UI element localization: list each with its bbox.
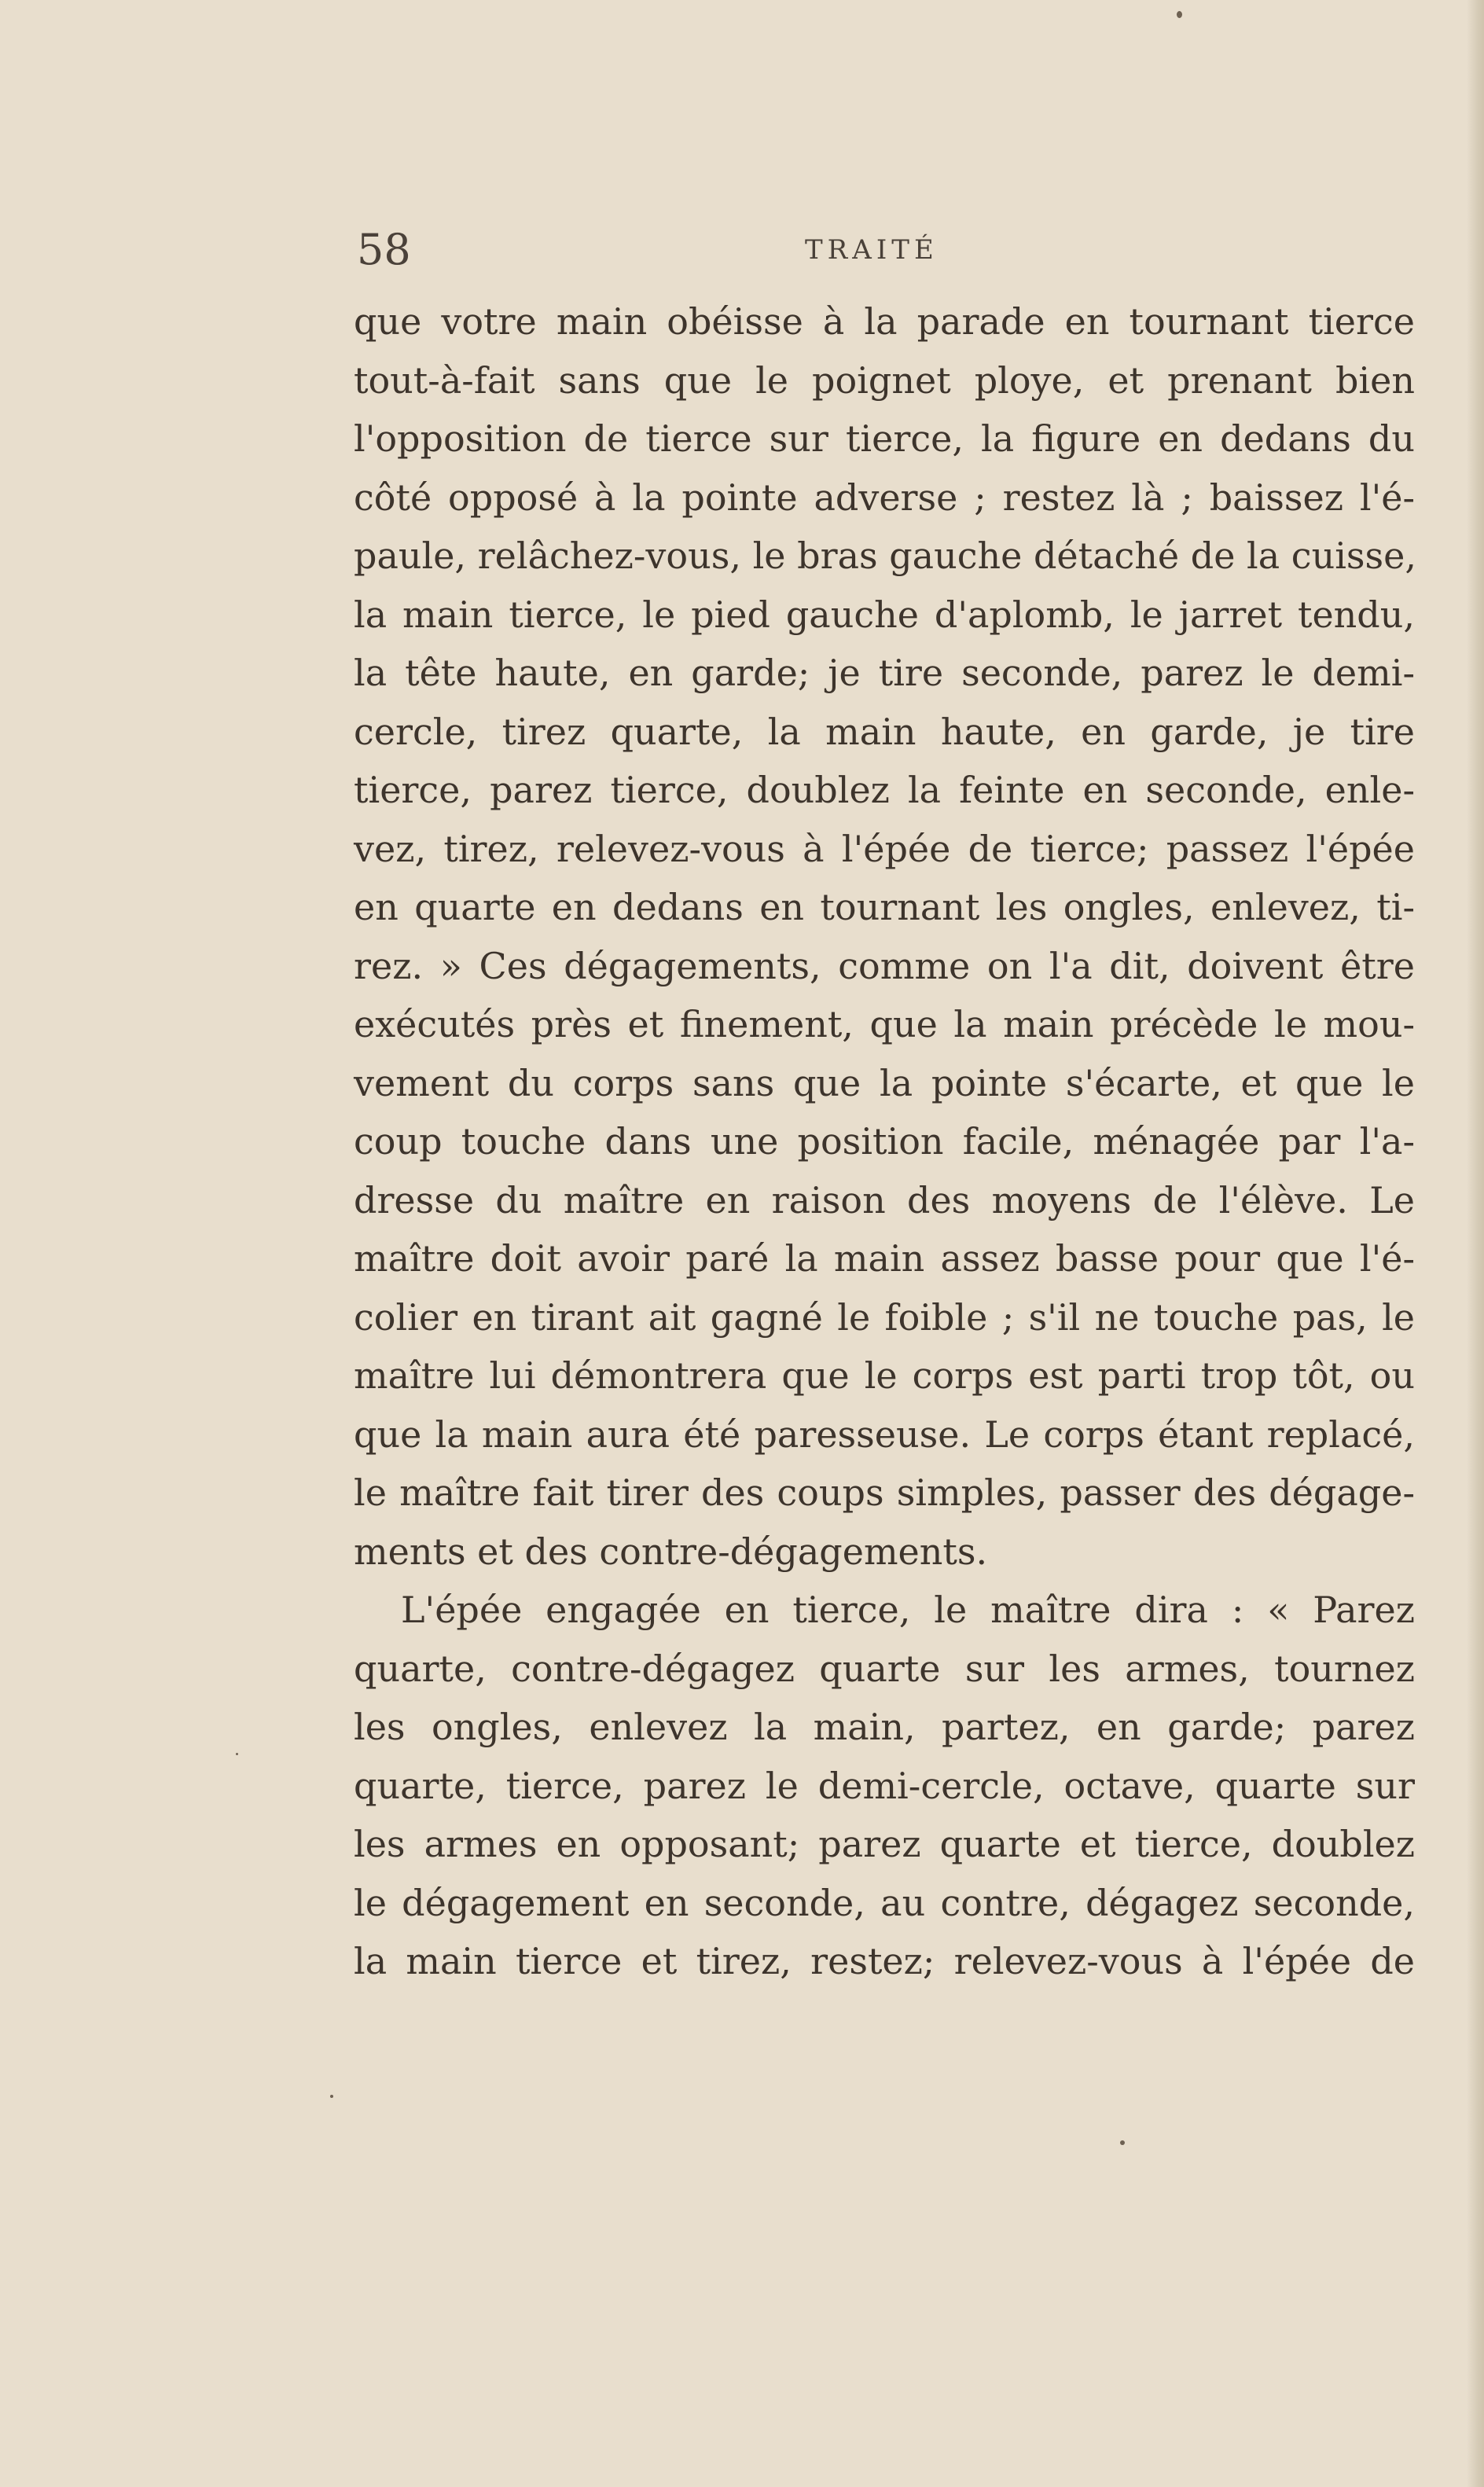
page-edge-shadow [1467,0,1484,2487]
text-line: tierce, parez tierce, doublez la feinte en seconde, enle- [354,769,1415,811]
text-line: le dégagement en seconde, au contre, dégagez seconde, [354,1881,1415,1924]
text-line: quarte, contre-dégagez quarte sur les armes, tournez [354,1647,1415,1690]
text-line: que la main aura été paresseuse. Le corps étant replacé, [354,1412,1415,1456]
text-line: le maître fait tirer des coups simples, passer des dégage- [354,1471,1415,1514]
text-line: colier en tirant ait gagné le foible ; s'il ne touche pas, le [354,1295,1415,1339]
running-head [354,222,1415,277]
text-line: la main tierce, le pied gauche d'aplomb, le jarret tendu, [354,593,1415,636]
paper-speck [330,2095,333,2098]
text-line: maître doit avoir paré la main assez basse pour que l'é- [354,1237,1415,1280]
text-line: cercle, tirez quarte, la main haute, en garde, je tire [354,710,1415,753]
text-line: maître lui démontrera que le corps est parti trop tôt, ou [354,1354,1415,1397]
text-line: que votre main obéisse à la parade en tournant tierce [354,300,1415,343]
text-line: la main tierce et tirez, restez; relevez-vous à l'épée de [354,1940,1415,1982]
text-line: vement du corps sans que la pointe s'écarte, et que le [354,1061,1415,1104]
paper-speck [1177,11,1182,18]
text-line: exécutés près et finement, que la main précède le mou- [354,1003,1415,1045]
text-line: l'opposition de tierce sur tierce, la figure en dedans du [354,417,1415,460]
paragraph-first-line: L'épée engagée en tierce, le maître dira : « Parez [401,1589,1415,1631]
page-number: 58 [357,225,411,274]
text-line: la tête haute, en garde; je tire seconde, parez le demi- [354,652,1415,694]
text-line: quarte, tierce, parez le demi-cercle, octave, quarte sur [354,1764,1415,1807]
text-line: tout-à-fait sans que le poignet ploye, et prenant bien [354,358,1415,402]
text-line: coup touche dans une position facile, ménagée par l'a- [354,1120,1415,1163]
text-line: rez. » Ces dégagements, comme on l'a dit, doivent être [354,944,1415,987]
paper-speck [1120,2140,1125,2145]
text-line: dresse du maître en raison des moyens de l'élève. Le [354,1178,1415,1221]
text-line: vez, tirez, relevez-vous à l'épée de tierce; passez l'épée [354,827,1415,870]
text-line: ments et des contre-dégagements. [354,1530,988,1573]
running-title: TRAITÉ [805,234,939,266]
text-line: paule, relâchez-vous, le bras gauche détaché de la cuisse, [354,535,1416,577]
text-line: les armes en opposant; parez quarte et tierce, doublez [354,1823,1415,1865]
text-line: les ongles, enlevez la main, partez, en garde; parez [354,1706,1415,1748]
paper-speck [236,1753,238,1755]
body-text [354,292,1415,1991]
text-line: en quarte en dedans en tournant les ongles, enlevez, ti- [354,886,1415,928]
text-line: côté opposé à la pointe adverse ; restez là ; baissez l'é- [354,476,1415,519]
